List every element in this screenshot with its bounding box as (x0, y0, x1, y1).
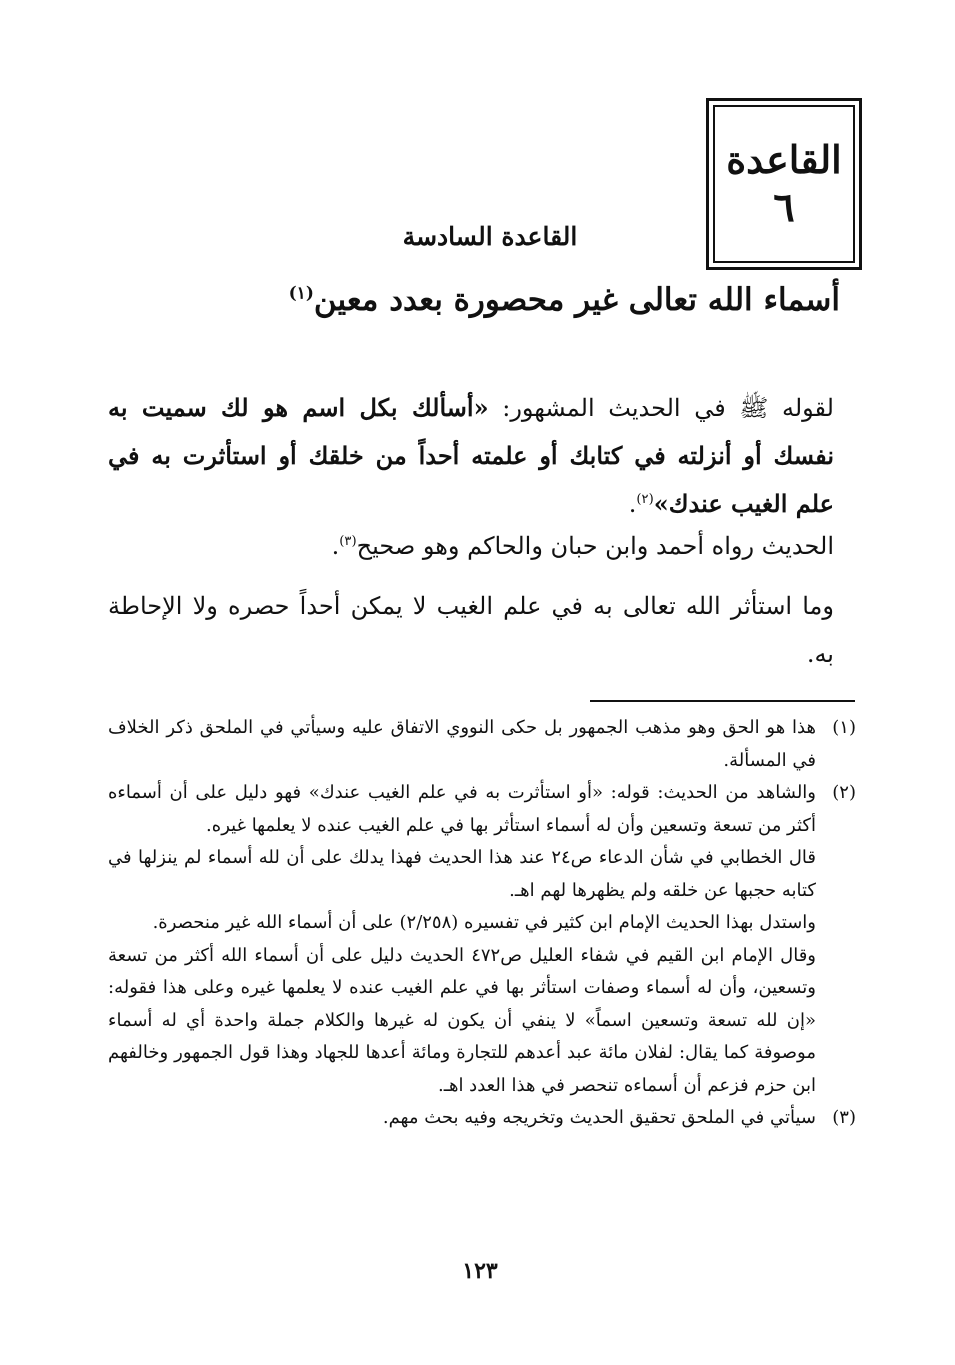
main-title-text: أسماء الله تعالى غير محصورة بعدد معين (313, 282, 840, 318)
rule-number-box-inner (713, 105, 855, 263)
footnote-text: سيأتي في الملحق تحقيق الحديث وتخريجه وفيه بحث مهم. (382, 1107, 816, 1128)
rule-box-word: القاعدة (726, 137, 842, 182)
footnote-2-ibn-kathir: واستدل بهذا الحديث الإمام ابن كثير في تفسيره (٢/٢٥٨) على أن أسماء الله غير منحصرة. (152, 912, 816, 933)
footnote-ref-1: (١) (288, 283, 314, 304)
hadith-quote: «أسألك بكل اسم هو لك سميت به نفسك أو أنزلته في كتابك أو علمته أحداً من خلقك أو استأثرت به في علم الغيب عندك» (108, 393, 835, 518)
footnote-number: (٢) (832, 782, 856, 803)
main-title (140, 282, 840, 318)
footnote-ref-2: (٢) (636, 492, 654, 507)
hadith-intro: لقوله ﷺ في الحديث المشهور: (488, 394, 834, 422)
section-title: القاعدة السادسة (402, 222, 578, 251)
rule-number-box (706, 98, 862, 270)
rule-box-number: ٦ (773, 184, 795, 231)
footnote-3 (108, 1102, 856, 1135)
footnotes-section (108, 712, 856, 1135)
footnote-1 (108, 712, 856, 777)
paragraph-hadith (108, 384, 834, 528)
hadith-end: . (628, 490, 637, 518)
footnote-divider (590, 700, 855, 702)
narration-text: الحديث رواه أحمد وابن حبان والحاكم وهو صحيح (356, 532, 834, 560)
paragraph-narration (108, 522, 834, 570)
footnote-2 (108, 777, 856, 842)
footnote-number: (١) (832, 717, 856, 738)
footnote-text: هذا هو الحق وهو مذهب الجمهور بل حكى النووي الاتفاق عليه وسيأتي في الملحق ذكر الخلاف في المسألة. (108, 717, 816, 771)
footnote-text: والشاهد من الحديث: قوله: «أو استأثرت به في علم الغيب عندك» فهو دليل على أن أسماءه أكثر من تسعة وتسعين وأن له أسماء استأثر بها في علم الغيب عنده لا يعلمها غيره. (108, 782, 816, 836)
footnote-2-ibn-qayyim: وقال الإمام ابن القيم في شفاء العليل ص٤٧٢ الحديث دليل على أن أسماء الله أكثر من تسعة وتسعين، وأن له أسماء وصفات استأثر بها في علم الغيب عنده لا يعلمها غيره وعلى هذا فقوله: «إن لله تسعة وتسعين اسماً» لا ينفي أن يكون له غيرها والكلام جملة واحدة أي له أسماء موصوفة كما يقال: لفلان مائة عبد أعدهم للتجارة ومائة أعدها للجهاد وهذا قول الجمهور وخالفهم ابن حزم فزعم أن أسماءه تنحصر في هذا العدد اهـ. (108, 944, 817, 1096)
page-number: ١٢٣ (462, 1258, 498, 1284)
paragraph-conclusion: وما استأثر الله تعالى به في علم الغيب لا يمكن أحداً حصره ولا الإحاطة به. (108, 592, 834, 668)
footnote-2-khattabi: قال الخطابي في شأن الدعاء ص٢٤ عند هذا الحديث فهذا يدلك على أن لله أسماء لم ينزلها في كتابه حجبها عن خلقه ولم يظهرها لهم اهـ. (108, 847, 816, 901)
narration-end: . (331, 532, 340, 560)
footnote-number: (٣) (832, 1107, 856, 1128)
footnote-ref-3: (٣) (339, 534, 357, 549)
